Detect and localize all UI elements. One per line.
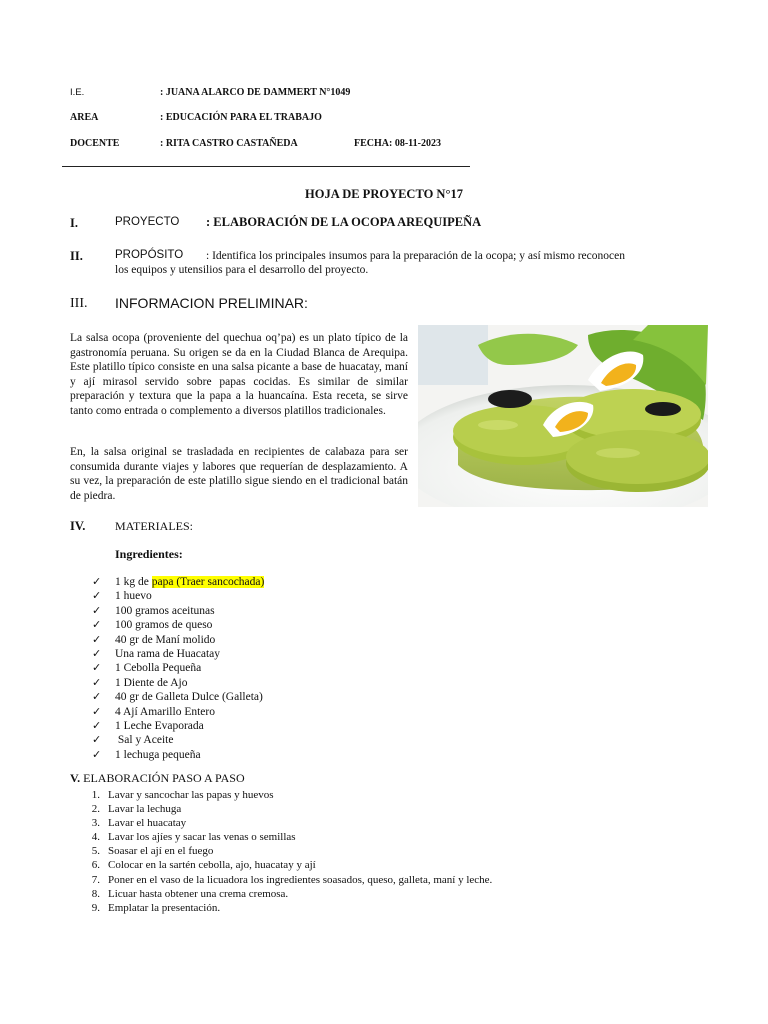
checkmark-icon: ✓: [92, 632, 102, 646]
ingredient-text: 1 lechuga pequeña: [115, 748, 201, 761]
step-number: 2.: [91, 803, 100, 816]
proposito-value-cont: los equipos y utensilios para el desarrollo del proyecto.: [115, 264, 369, 276]
ingredient-prefix: 1 kg de: [115, 576, 152, 588]
checkmark-icon: ✓: [92, 690, 102, 704]
step-text: Colocar en la sartén cebolla, ajo, huacatay y ají: [108, 859, 316, 872]
elaboracion-label: ELABORACIÓN PASO A PASO: [83, 771, 245, 785]
list-item: [92, 633, 264, 647]
step-text: Lavar la lechuga: [108, 803, 182, 816]
ingredient-text: 1 huevo: [115, 590, 152, 603]
docente-value: : RITA CASTRO CASTAÑEDA: [160, 138, 298, 149]
step-number: 1.: [91, 789, 100, 801]
informacion-heading: INFORMACION PRELIMINAR:: [115, 295, 308, 311]
checkmark-icon: ✓: [92, 646, 102, 660]
step-text: Lavar los ajíes y sacar las venas o semillas: [108, 831, 296, 844]
area-label: AREA: [70, 112, 99, 123]
checkmark-icon: ✓: [92, 718, 102, 732]
step-number: 5.: [91, 845, 100, 858]
list-item: [92, 661, 264, 675]
step-number: 8.: [91, 887, 100, 900]
materiales-heading: MATERIALES:: [115, 519, 193, 533]
ingredient-text: 100 gramos aceitunas: [115, 604, 215, 617]
list-item: [92, 705, 264, 719]
checkmark-icon: ✓: [92, 661, 102, 675]
list-item: [92, 575, 264, 589]
list-item: [70, 887, 492, 901]
step-number: 4.: [91, 831, 100, 844]
checkmark-icon: ✓: [92, 618, 102, 632]
ingredient-text: 1 Cebolla Pequeña: [115, 662, 202, 675]
step-number: 6.: [91, 859, 100, 872]
checkmark-icon: ✓: [92, 747, 102, 761]
step-text: Emplatar la presentación.: [108, 901, 221, 914]
ocopa-dish-illustration: [418, 325, 708, 507]
list-item: [92, 647, 264, 661]
list-item: [92, 589, 264, 603]
ingredients-title: Ingredientes:: [115, 547, 183, 561]
proyecto-value: : ELABORACIÓN DE LA OCOPA AREQUIPEÑA: [206, 215, 482, 229]
section-number-i: I.: [70, 216, 78, 230]
list-item: [92, 748, 264, 762]
intro-paragraph-1: La salsa ocopa (proveniente del quechua oq’pa) es un plato típico de la gastronomía peruana. Su origen se da en la Ciudad Blanca de Arequipa. Este platillo típico consiste en una salsa picante a base de huacatay, maní y ají mirasol servido sobre papas cocidas. Es similar de similar preparación y textura que la papa a la huancaína. Esta receta, se sirve tanto como entrada o complemento a diversos platillos tradicionales.: [70, 332, 408, 417]
checkmark-icon: ✓: [92, 733, 102, 747]
section-number-ii: II.: [70, 249, 83, 263]
list-item: [92, 719, 264, 733]
ingredients-list: [92, 575, 264, 762]
section-number-iv: IV.: [70, 519, 86, 533]
checkmark-icon: ✓: [92, 603, 102, 617]
step-text: Lavar el huacatay: [108, 817, 187, 830]
checkmark-icon: ✓: [92, 675, 102, 689]
list-item: [70, 901, 492, 915]
ingredient-highlight: papa (Traer sancochada): [151, 576, 265, 588]
area-value: : EDUCACIÓN PARA EL TRABAJO: [160, 112, 322, 123]
ingredient-text: 1 Diente de Ajo: [115, 676, 188, 689]
list-item: [70, 816, 492, 830]
list-item: [70, 788, 492, 802]
list-item: [70, 802, 492, 816]
ingredient-text: 4 Ají Amarillo Entero: [115, 705, 215, 718]
section-number-v: V.: [70, 771, 81, 785]
list-item: [92, 604, 264, 618]
intro-paragraph-2: En, la salsa original se trasladada en recipientes de calabaza para ser consumida durante viajes y labores que requerían de desplazamiento. A su vez, la preparación de este platillo sigue siendo en el tradicional batán de piedra.: [70, 446, 408, 502]
list-item: [70, 844, 492, 858]
step-number: 9.: [91, 901, 100, 914]
section-number-iii: III.: [70, 296, 88, 311]
header-divider: [62, 166, 470, 167]
steps-list: [70, 788, 492, 915]
proyecto-label: PROYECTO: [115, 216, 180, 228]
checkmark-icon: ✓: [92, 575, 102, 588]
step-number: 3.: [91, 817, 100, 830]
page-title: HOJA DE PROYECTO N°17: [305, 187, 463, 201]
step-text: Soasar el ají en el fuego: [108, 845, 214, 858]
ie-label: I.E.: [70, 87, 85, 98]
step-text: Lavar y sancochar las papas y huevos: [108, 789, 274, 801]
list-item: [70, 830, 492, 844]
ingredient-text: 40 gr de Maní molido: [115, 633, 216, 646]
step-text: Poner en el vaso de la licuadora los ingredientes soasados, queso, galleta, maní y leche.: [108, 873, 493, 886]
checkmark-icon: ✓: [92, 704, 102, 718]
ocopa-photo: [418, 325, 708, 507]
docente-label: DOCENTE: [70, 138, 120, 149]
proposito-value: : Identifica los principales insumos para la preparación de la ocopa; y así mismo reconocen: [206, 250, 625, 262]
list-item: [92, 618, 264, 632]
list-item: [92, 733, 264, 747]
ingredient-text: 100 gramos de queso: [115, 619, 213, 632]
ingredient-text: 1 Leche Evaporada: [115, 719, 204, 732]
ingredient-text: 40 gr de Galleta Dulce (Galleta): [115, 691, 263, 704]
ingredient-text: Sal y Aceite: [115, 734, 174, 747]
ie-value: : JUANA ALARCO DE DAMMERT N°1049: [160, 87, 351, 98]
list-item: [70, 873, 492, 887]
list-item: [70, 858, 492, 872]
elaboracion-heading: [70, 771, 245, 786]
proposito-label: PROPÓSITO: [115, 249, 184, 261]
checkmark-icon: ✓: [92, 589, 102, 603]
fecha: FECHA: 08-11-2023: [354, 138, 441, 149]
list-item: [92, 690, 264, 704]
step-number: 7.: [91, 873, 100, 886]
list-item: [92, 676, 264, 690]
step-text: Licuar hasta obtener una crema cremosa.: [108, 887, 289, 900]
ingredient-text: Una rama de Huacatay: [115, 647, 221, 660]
